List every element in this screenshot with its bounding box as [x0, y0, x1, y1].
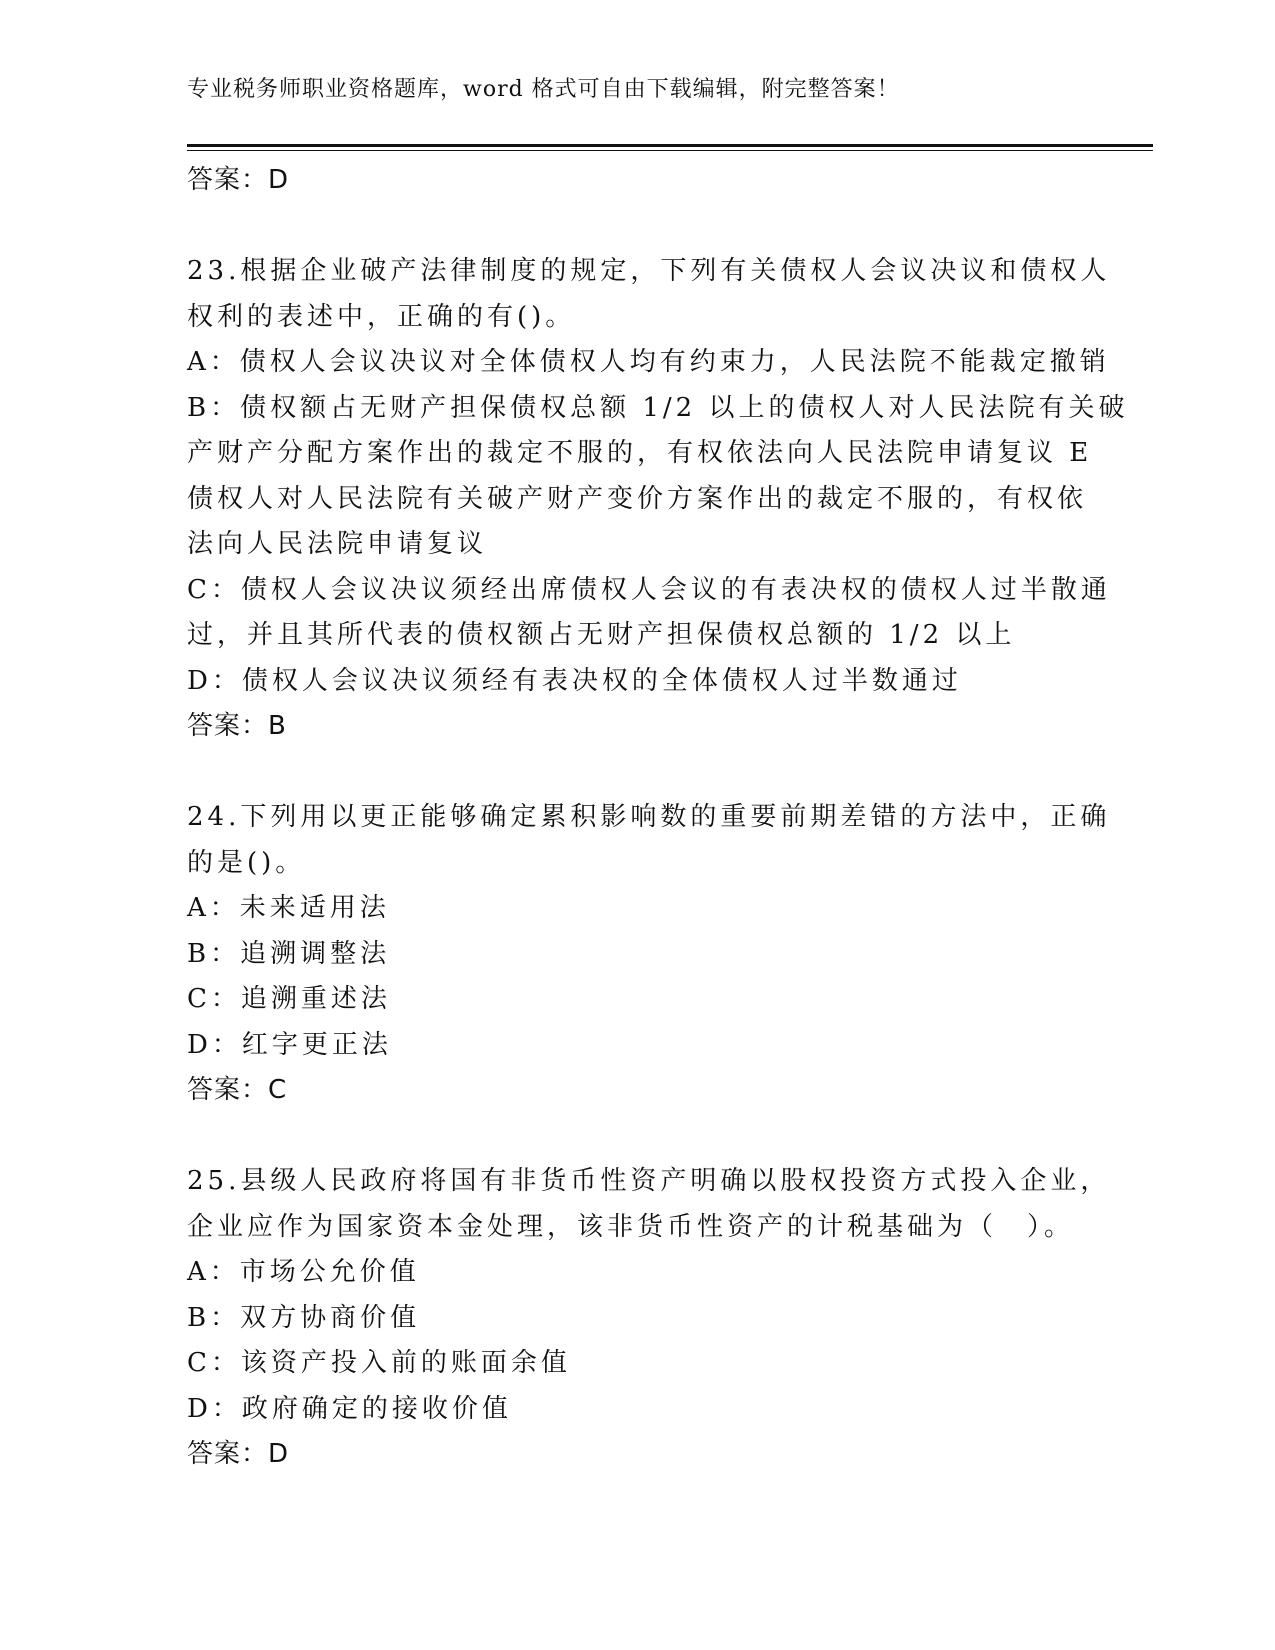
option-a-line: A：未来适用法 [187, 893, 390, 923]
option-d-line: D：债权人会议决议须经有表决权的全体债权人过半数通过 [187, 665, 962, 696]
page-header-text: 专业税务师职业资格题库，word 格式可自由下载编辑，附完整答案！ [187, 77, 900, 102]
option-b-line: B：追溯调整法 [187, 938, 391, 969]
spacer [187, 204, 1087, 250]
option-b-line: 产财产分配方案作出的裁定不服的，有权依法向人民法院申请复议 E [187, 438, 1093, 468]
question-stem-line: 24.下列用以更正能够确定累积影响数的重要前期差错的方法中，正确 [187, 802, 1111, 832]
option-a-line: A：债权人会议决议对全体债权人均有约束力，人民法院不能裁定撤销 [187, 347, 1110, 377]
question-stem-line: 的是()。 [187, 847, 306, 878]
answer-23: 答案：B [187, 711, 287, 741]
option-d-line: D：红字更正法 [187, 1029, 392, 1060]
document-body [187, 158, 1129, 1478]
option-c-line: C：追溯重述法 [187, 984, 391, 1014]
option-c-line: C：该资产投入前的账面余值 [187, 1348, 571, 1378]
previous-answer: 答案：D [187, 165, 290, 195]
header-rule-thin [187, 150, 1153, 151]
question-stem-line: 25.县级人民政府将国有非货币性资产明确以股权投资方式投入企业， [187, 1166, 1111, 1196]
answer-24: 答案：C [187, 1075, 288, 1105]
question-25 [187, 1159, 1111, 1478]
option-c-line: C：债权人会议决议须经出席债权人会议的有表决权的债权人过半散通 [187, 574, 1111, 605]
spacer [187, 750, 1087, 796]
option-b-line: B：债权额占无财产担保债权总额 1/2 以上的债权人对人民法院有关破 [187, 392, 1129, 423]
answer-25: 答案：D [187, 1439, 290, 1469]
option-b-line: B：双方协商价值 [187, 1302, 421, 1333]
question-stem-line: 企业应作为国家资本金处理，该非货币性资产的计税基础为（ ）。 [187, 1211, 1075, 1242]
question-stem-line: 权利的表述中，正确的有()。 [187, 301, 576, 332]
option-d-line: D：政府确定的接收价值 [187, 1393, 512, 1424]
option-b-line: 法向人民法院申请复议 [187, 529, 488, 559]
option-a-line: A：市场公允价值 [187, 1257, 420, 1287]
spacer [187, 1114, 1087, 1160]
option-c-line: 过，并且其所代表的债权额占无财产担保债权总额的 1/2 以上 [187, 620, 1016, 650]
question-stem-line: 23.根据企业破产法律制度的规定，下列有关债权人会议决议和债权人 [187, 256, 1111, 286]
option-b-line: 债权人对人民法院有关破产财产变价方案作出的裁定不服的，有权依 [187, 483, 1088, 514]
question-23 [187, 249, 1129, 750]
header-rule-thick [187, 144, 1153, 147]
question-24 [187, 795, 1111, 1114]
